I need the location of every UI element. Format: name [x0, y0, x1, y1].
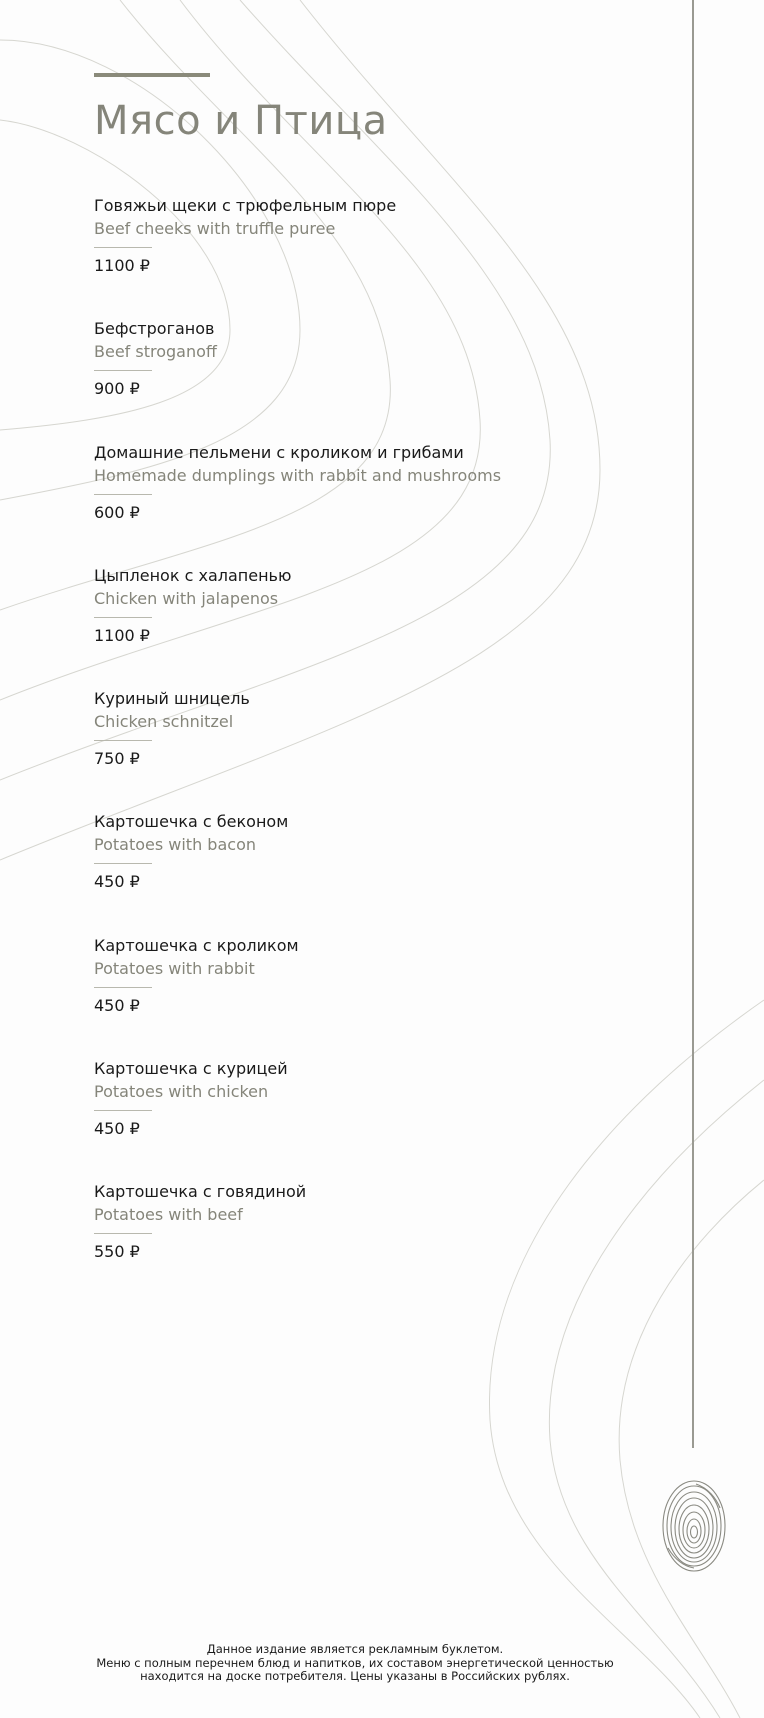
item-name-en: Potatoes with bacon	[94, 835, 256, 855]
item-price: 600 ₽	[94, 502, 140, 522]
menu-list	[94, 195, 654, 1305]
item-divider	[94, 740, 152, 741]
item-price: 1100 ₽	[94, 625, 150, 645]
menu-item	[94, 195, 654, 318]
fingerprint-icon	[660, 1478, 728, 1574]
item-divider	[94, 617, 152, 618]
item-name-ru: Домашние пельмени с кроликом и грибами	[94, 442, 464, 462]
item-price: 450 ₽	[94, 995, 140, 1015]
item-name-en: Potatoes with beef	[94, 1205, 243, 1225]
item-divider	[94, 863, 152, 864]
item-divider	[94, 987, 152, 988]
item-divider	[94, 1233, 152, 1234]
item-price: 550 ₽	[94, 1242, 140, 1262]
menu-item	[94, 318, 654, 441]
item-name-ru: Картошечка с беконом	[94, 812, 289, 832]
menu-item	[94, 442, 654, 565]
item-name-ru: Куриный шницель	[94, 689, 250, 709]
item-name-ru: Картошечка с кроликом	[94, 935, 299, 955]
menu-item	[94, 565, 654, 688]
item-price: 750 ₽	[94, 749, 140, 769]
disclaimer-line: находится на доске потребителя. Цены указаны в Российских рублях.	[140, 1669, 570, 1683]
item-price: 900 ₽	[94, 379, 140, 399]
item-name-ru: Цыпленок с халапенью	[94, 565, 292, 585]
item-name-ru: Говяжьи щеки с трюфельным пюре	[94, 196, 397, 215]
footer-disclaimer	[40, 1643, 670, 1684]
menu-item	[94, 1181, 654, 1304]
item-name-ru: Картошечка с курицей	[94, 1059, 288, 1079]
title-accent-bar	[94, 73, 210, 77]
disclaimer-line: Меню с полным перечнем блюд и напитков, их составом энергетической ценностью	[96, 1655, 614, 1670]
item-price: 450 ₽	[94, 1119, 140, 1139]
menu-item	[94, 935, 654, 1058]
item-name-ru: Картошечка с говядиной	[94, 1182, 307, 1202]
item-price: 1100 ₽	[94, 256, 150, 275]
right-vertical-rule	[692, 0, 694, 1448]
item-name-en: Chicken schnitzel	[94, 712, 234, 732]
menu-item	[94, 811, 654, 934]
menu-item	[94, 1058, 654, 1181]
item-divider	[94, 370, 152, 371]
item-name-en: Potatoes with rabbit	[94, 958, 255, 978]
page-title: Мясо и Птица	[94, 98, 388, 144]
item-divider	[94, 1110, 152, 1111]
item-divider	[94, 247, 152, 248]
item-name-en: Chicken with jalapenos	[94, 588, 279, 608]
item-divider	[94, 494, 152, 495]
item-name-ru: Бефстроганов	[94, 319, 215, 339]
item-price: 450 ₽	[94, 872, 140, 892]
disclaimer-line: Данное издание является рекламным буклетом.	[206, 1642, 504, 1656]
item-name-en: Beef cheeks with truffle puree	[94, 219, 336, 238]
menu-item	[94, 688, 654, 811]
item-name-en: Homemade dumplings with rabbit and mushrooms	[94, 465, 502, 485]
item-name-en: Beef stroganoff	[94, 342, 217, 362]
item-name-en: Potatoes with chicken	[94, 1082, 269, 1102]
